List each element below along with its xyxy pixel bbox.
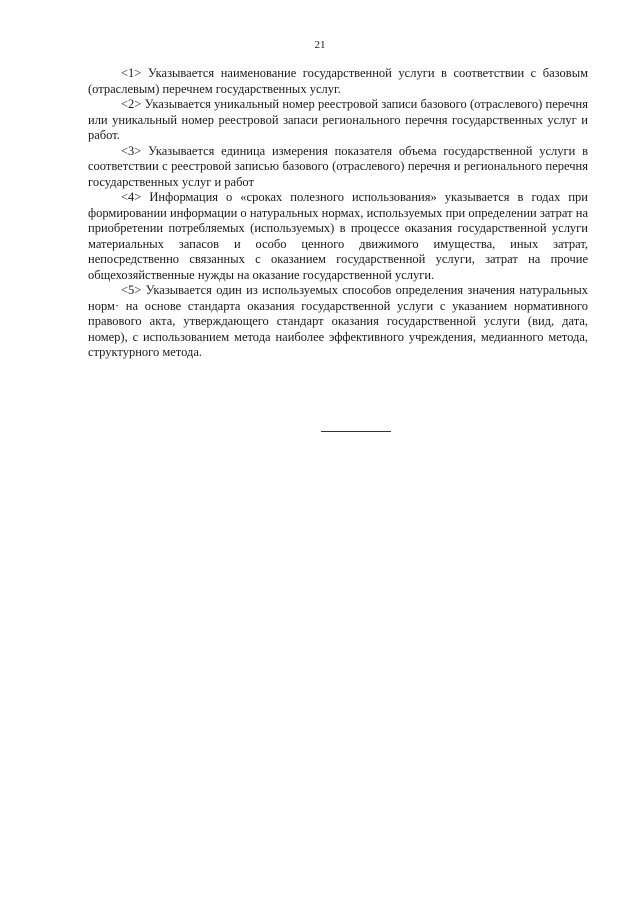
page-number: 21 <box>314 39 326 51</box>
end-of-document-divider <box>321 431 391 432</box>
footnotes-block <box>88 66 588 361</box>
footnote-4: <4> Информация о «сроках полезного использования» указывается в годах при формировании информации о натуральных нормах, используемых при определении затрат на приобретении потребляемых (используемых) в процессе оказания государственной услуги материальных запасов и особо ценного движимого имущества, иных затрат, непосредственно связанных с оказанием государственной услуги, затрат на прочие общехозяйственные нужды на оказание государственной услуги. <box>88 190 588 282</box>
footnote-5: <5> Указывается один из используемых способов определения значения натуральных норм· на основе стандарта оказания государственной услуги с указанием нормативного правового акта, утверждающего стандарт оказания государственной услуги (вид, дата, номер), с использованием метода наиболее эффективного учреждения, медианного метода, структурного метода. <box>88 283 588 359</box>
footnote-1: <1> Указывается наименование государственной услуги в соответствии с базовым (отраслевым) перечнем государственных услуг. <box>88 66 588 96</box>
footnote-2: <2> Указывается уникальный номер реестровой записи базового (отраслевого) перечня или уникальный номер реестровой запаси регионального перечня государственных услуг и работ. <box>88 97 588 142</box>
footnote-3: <3> Указывается единица измерения показателя объема государственной услуги в соответствии с реестровой записью базового (отраслевого) перечня и регионального перечня государственных услуг и работ <box>88 143 588 189</box>
